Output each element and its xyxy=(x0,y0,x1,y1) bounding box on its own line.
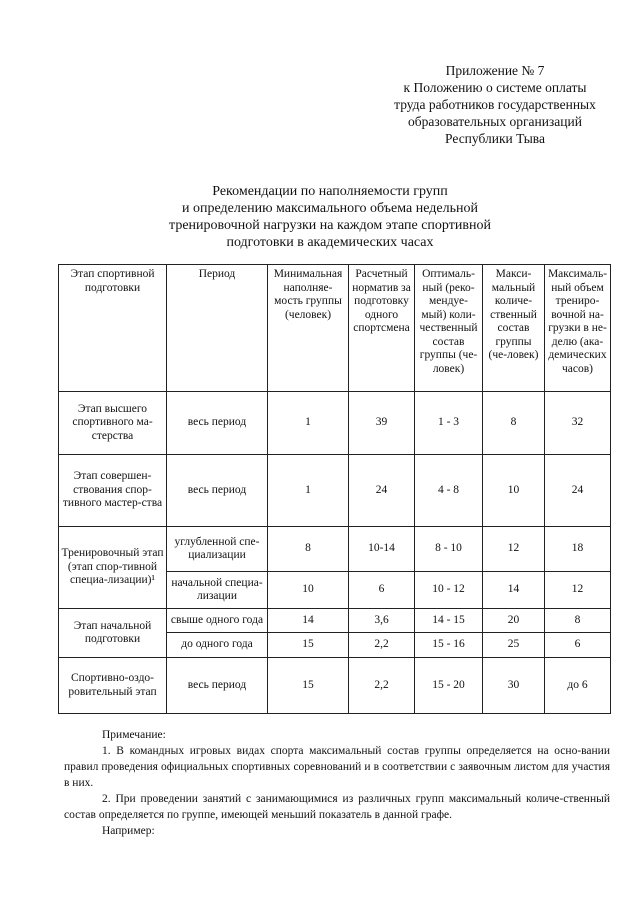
header-max-size: Макси-мальный количе-ственный состав группы (че-ловек) xyxy=(483,265,545,392)
header-norm: Расчетный норматив за подготовку одного спортсмена xyxy=(349,265,415,392)
cell-hours: до 6 xyxy=(545,658,611,714)
table-row xyxy=(59,658,611,714)
cell-max: 20 xyxy=(483,609,545,633)
cell-max: 14 xyxy=(483,572,545,609)
cell-stage: Этап совершен-ствования спор-тивного мастер-ства xyxy=(59,455,167,527)
header-min-occupancy: Минимальная наполняе-мость группы (человек) xyxy=(268,265,349,392)
table-row xyxy=(59,609,611,633)
note-item: 1. В командных игровых видах спорта максимальный состав группы определяется на осно-вании правил проведения официальных спортивных соревнований и в соответствии с заявочным листом для участия в них. xyxy=(64,745,610,789)
cell-max: 10 xyxy=(483,455,545,527)
appendix-line: Республики Тыва xyxy=(445,131,545,146)
cell-min: 15 xyxy=(268,633,349,658)
title-line: и определению максимального объема недельной xyxy=(182,201,478,216)
cell-norm: 2,2 xyxy=(349,658,415,714)
cell-opt: 1 - 3 xyxy=(415,392,483,455)
notes-block xyxy=(64,727,610,839)
cell-hours: 12 xyxy=(545,572,611,609)
cell-min: 1 xyxy=(268,455,349,527)
table-row xyxy=(59,392,611,455)
appendix-line: Приложение № 7 xyxy=(445,63,545,78)
cell-hours: 18 xyxy=(545,527,611,572)
table-row xyxy=(59,455,611,527)
cell-hours: 6 xyxy=(545,633,611,658)
table-row xyxy=(59,527,611,572)
cell-opt: 15 - 16 xyxy=(415,633,483,658)
cell-norm: 2,2 xyxy=(349,633,415,658)
recommendations-table xyxy=(58,264,611,714)
cell-opt: 8 - 10 xyxy=(415,527,483,572)
cell-min: 15 xyxy=(268,658,349,714)
cell-norm: 3,6 xyxy=(349,609,415,633)
note-item: 2. При проведении занятий с занимающимися из различных групп максимальный количе-ственный состав определяется по группе, имеющей меньший показатель в данной графе. xyxy=(64,793,610,821)
cell-min: 8 xyxy=(268,527,349,572)
cell-hours: 8 xyxy=(545,609,611,633)
appendix-line: труда работников государственных xyxy=(394,97,596,112)
header-stage: Этап спортивной подготовки xyxy=(59,265,167,392)
appendix-line: к Положению о системе оплаты xyxy=(403,80,587,95)
cell-period: до одного года xyxy=(167,633,268,658)
cell-min: 14 xyxy=(268,609,349,633)
cell-max: 25 xyxy=(483,633,545,658)
cell-norm: 6 xyxy=(349,572,415,609)
cell-min: 1 xyxy=(268,392,349,455)
header-max-hours: Максималь-ный объем трениро-вочной на-грузки в не-делю (ака-демических часов) xyxy=(545,265,611,392)
cell-stage: Этап начальной подготовки xyxy=(59,609,167,658)
appendix-line: образовательных организаций xyxy=(408,114,582,129)
cell-min: 10 xyxy=(268,572,349,609)
cell-period: весь период xyxy=(167,392,268,455)
title-line: тренировочной нагрузки на каждом этапе спортивной xyxy=(169,218,491,233)
cell-stage: Спортивно-оздо-ровительный этап xyxy=(59,658,167,714)
cell-hours: 24 xyxy=(545,455,611,527)
cell-max: 30 xyxy=(483,658,545,714)
cell-opt: 4 - 8 xyxy=(415,455,483,527)
cell-stage: Тренировочный этап (этап спор-тивной специа-лизации)¹ xyxy=(59,527,167,609)
cell-norm: 10-14 xyxy=(349,527,415,572)
cell-max: 12 xyxy=(483,527,545,572)
cell-max: 8 xyxy=(483,392,545,455)
cell-period: начальной специа-лизации xyxy=(167,572,268,609)
table-header-row xyxy=(59,265,611,392)
header-period: Период xyxy=(167,265,268,392)
document-title xyxy=(110,183,550,251)
title-line: Рекомендации по наполняемости групп xyxy=(212,184,448,199)
cell-opt: 10 - 12 xyxy=(415,572,483,609)
note-item: Например: xyxy=(102,825,155,837)
cell-opt: 15 - 20 xyxy=(415,658,483,714)
cell-period: углубленной спе-циализации xyxy=(167,527,268,572)
header-optimal: Оптималь-ный (реко-мендуе-мый) коли-чественный состав группы (че-ловек) xyxy=(415,265,483,392)
cell-period: свыше одного года xyxy=(167,609,268,633)
cell-stage: Этап высшего спортивного ма-стерства xyxy=(59,392,167,455)
cell-period: весь период xyxy=(167,455,268,527)
cell-period: весь период xyxy=(167,658,268,714)
title-line: подготовки в академических часах xyxy=(226,235,434,250)
notes-heading: Примечание: xyxy=(102,729,166,741)
cell-norm: 39 xyxy=(349,392,415,455)
cell-norm: 24 xyxy=(349,455,415,527)
cell-opt: 14 - 15 xyxy=(415,609,483,633)
cell-hours: 32 xyxy=(545,392,611,455)
appendix-block xyxy=(360,62,630,147)
